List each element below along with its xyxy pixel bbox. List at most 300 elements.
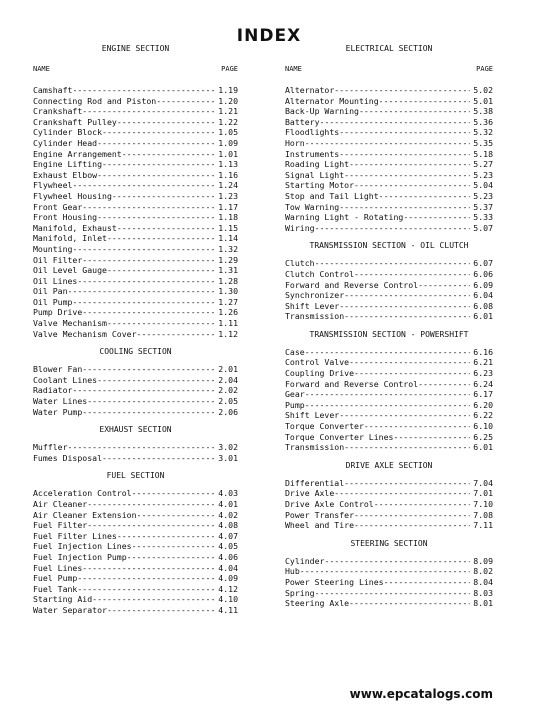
entry-page: 1.20	[218, 95, 238, 106]
section-heading: EXHAUST SECTION	[99, 425, 172, 435]
leader-dashes	[82, 255, 215, 266]
leader-dashes	[102, 159, 215, 170]
entry-name: Oil Lines	[33, 275, 78, 286]
entry-name: Oil Filter	[33, 254, 83, 265]
entry-page: 4.01	[218, 499, 238, 509]
index-entry	[285, 202, 493, 213]
powershift-list	[285, 347, 493, 453]
leader-dashes	[82, 407, 215, 418]
leader-dashes	[107, 233, 215, 244]
entry-page: 8.03	[473, 587, 493, 598]
leader-dashes	[324, 556, 470, 567]
index-entry	[33, 85, 238, 96]
index-entry	[33, 552, 238, 563]
leader-dashes	[349, 357, 470, 368]
index-entry	[33, 202, 238, 213]
index-entry	[285, 499, 493, 510]
entry-page: 5.07	[473, 222, 493, 233]
leader-dashes	[339, 127, 470, 138]
index-entry	[33, 191, 238, 202]
entry-page: 6.21	[473, 357, 493, 368]
index-entry	[33, 106, 238, 117]
entry-name: Synchronizer	[285, 290, 345, 301]
entry-name: Stop and Tail Light	[285, 190, 379, 201]
entry-page: 6.17	[473, 389, 493, 400]
leader-dashes	[82, 563, 215, 574]
leader-dashes	[393, 432, 470, 443]
entry-page: 5.38	[473, 106, 493, 117]
entry-name: Wiring	[285, 222, 315, 233]
entry-page: 6.01	[473, 442, 493, 453]
left-column	[33, 44, 238, 616]
entry-page: 6.01	[473, 311, 493, 322]
leader-dashes	[82, 106, 215, 117]
leader-dashes	[132, 488, 216, 499]
entry-page: 4.08	[218, 520, 238, 531]
index-entry	[285, 368, 493, 379]
index-entry	[33, 265, 238, 276]
entry-name: Valve Mechanism	[33, 318, 107, 329]
entry-page: 4.02	[218, 509, 238, 520]
entry-page: 6.06	[473, 268, 493, 279]
entry-name: Signal Light	[285, 169, 345, 180]
index-entry	[285, 510, 493, 521]
index-entry	[33, 180, 238, 191]
index-entry	[33, 510, 238, 521]
leader-dashes	[97, 170, 215, 181]
entry-page: 6.23	[473, 368, 493, 379]
entry-name: Clutch	[285, 258, 315, 269]
index-entry	[285, 127, 493, 138]
entry-page: 1.21	[218, 106, 238, 117]
leader-dashes	[354, 510, 470, 521]
leader-dashes	[384, 577, 471, 588]
entry-page: 5.23	[473, 190, 493, 201]
leader-dashes	[354, 269, 470, 280]
index-entry	[33, 396, 238, 407]
name-column-label: NAME	[33, 65, 50, 73]
index-entry	[33, 605, 238, 616]
entry-name: Forward and Reverse Control	[285, 378, 419, 389]
entry-page: 7.08	[473, 509, 493, 520]
entry-page: 5.33	[473, 212, 493, 223]
entry-name: Starting Aid	[33, 594, 93, 605]
index-entry	[285, 432, 493, 443]
entry-name: Drive Axle Control	[285, 499, 374, 509]
entry-page: 1.23	[218, 190, 238, 201]
entry-name: Wheel and Tire	[285, 520, 355, 531]
entry-page: 5.23	[473, 169, 493, 180]
index-entry	[33, 563, 238, 574]
leader-dashes	[107, 265, 215, 276]
leader-dashes	[305, 138, 471, 149]
section-heading: FUEL SECTION	[106, 471, 165, 481]
index-entry	[285, 212, 493, 223]
index-entry	[285, 400, 493, 411]
entry-name: Water Separator	[33, 604, 107, 615]
leader-dashes	[87, 520, 215, 531]
cooling-list	[33, 364, 238, 417]
entry-name: Air Cleaner Extension	[33, 509, 137, 520]
leader-dashes	[77, 584, 215, 595]
leader-dashes	[87, 499, 215, 510]
index-entry	[33, 364, 238, 375]
entry-page: 8.09	[473, 555, 493, 566]
entry-name: Cylinder	[285, 555, 325, 566]
entry-page: 1.16	[218, 169, 238, 180]
entry-name: Crankshaft Pulley	[33, 116, 117, 127]
entry-name: Blower Fan	[33, 364, 83, 375]
index-entry	[33, 385, 238, 396]
entry-page: 1.05	[218, 127, 238, 138]
entry-page: 4.09	[218, 573, 238, 584]
leader-dashes	[374, 499, 471, 510]
leader-dashes	[77, 573, 215, 584]
index-entry	[33, 244, 238, 255]
leader-dashes	[305, 400, 471, 411]
entry-page: 5.18	[473, 148, 493, 159]
leader-dashes	[77, 276, 215, 287]
index-entry	[285, 556, 493, 567]
leader-dashes	[72, 180, 215, 191]
entry-name: Pump Drive	[33, 307, 83, 318]
page-column-label: PAGE	[221, 65, 238, 73]
entry-name: Clutch Control	[285, 268, 355, 279]
entry-page: 5.32	[473, 127, 493, 138]
entry-page: 5.37	[473, 201, 493, 212]
entry-name: Manifold, Inlet	[33, 233, 107, 244]
leader-dashes	[112, 191, 215, 202]
entry-name: Fuel Pump	[33, 573, 78, 584]
entry-name: Gear	[285, 389, 305, 400]
leader-dashes	[102, 453, 215, 464]
entry-page: 6.22	[473, 410, 493, 421]
entry-page: 4.11	[218, 604, 238, 615]
leader-dashes	[72, 297, 215, 308]
index-entry	[33, 212, 238, 223]
leader-dashes	[349, 159, 470, 170]
entry-page: 8.04	[473, 576, 493, 587]
entry-page: 1.29	[218, 254, 238, 265]
entry-name: Fuel Lines	[33, 562, 83, 573]
leader-dashes	[72, 85, 215, 96]
leader-dashes	[344, 170, 470, 181]
entry-page: 4.07	[218, 530, 238, 541]
leader-dashes	[92, 594, 215, 605]
leader-dashes	[339, 149, 470, 160]
entry-page: 2.02	[218, 385, 238, 396]
section-heading: ENGINE SECTION	[101, 44, 170, 53]
leader-dashes	[87, 396, 215, 407]
page-column-label: PAGE	[476, 65, 493, 73]
entry-name: Shift Lever	[285, 410, 340, 421]
entry-name: Flywheel	[33, 180, 73, 191]
entry-page: 1.31	[218, 265, 238, 276]
leader-dashes	[339, 410, 470, 421]
entry-page: 1.18	[218, 212, 238, 223]
leader-dashes	[305, 389, 471, 400]
entry-name: Flywheel Housing	[33, 190, 112, 201]
index-entry	[33, 318, 238, 329]
entry-name: Oil Pan	[33, 286, 68, 297]
entry-page: 1.32	[218, 243, 238, 254]
index-entry	[33, 276, 238, 287]
entry-page: 1.17	[218, 201, 238, 212]
entry-page: 7.04	[473, 477, 493, 488]
leader-dashes	[349, 598, 470, 609]
entry-page: 4.12	[218, 583, 238, 594]
entry-page: 1.15	[218, 222, 238, 233]
entry-name: Case	[285, 346, 305, 357]
entry-name: Transmission	[285, 311, 345, 322]
leader-dashes	[107, 605, 215, 616]
entry-name: Engine Lifting	[33, 159, 103, 170]
entry-page: 6.16	[473, 346, 493, 357]
entry-page: 5.35	[473, 137, 493, 148]
entry-name: Torque Converter	[285, 421, 364, 432]
entry-page: 5.27	[473, 159, 493, 170]
index-entry	[33, 297, 238, 308]
entry-name: Water Lines	[33, 396, 88, 407]
index-entry	[285, 170, 493, 181]
leader-dashes	[132, 541, 216, 552]
index-entry	[33, 117, 238, 128]
leader-dashes	[72, 385, 215, 396]
leader-dashes	[315, 223, 471, 234]
leader-dashes	[334, 85, 470, 96]
leader-dashes	[315, 258, 471, 269]
leader-dashes	[354, 520, 470, 531]
index-entry	[285, 410, 493, 421]
leader-dashes	[102, 127, 215, 138]
index-entry	[285, 117, 493, 128]
index-entry	[285, 159, 493, 170]
entry-name: Manifold, Exhaust	[33, 222, 117, 233]
entry-name: Fumes Disposal	[33, 452, 103, 463]
leader-dashes	[339, 202, 470, 213]
entry-page: 1.09	[218, 137, 238, 148]
leader-dashes	[344, 478, 470, 489]
index-entry	[285, 488, 493, 499]
entry-name: Power Transfer	[285, 509, 355, 520]
index-entry	[33, 520, 238, 531]
entry-name: Battery	[285, 116, 320, 127]
index-entry	[285, 180, 493, 191]
leader-dashes	[315, 588, 471, 599]
entry-name: Power Steering Lines	[285, 576, 384, 587]
leader-dashes	[418, 379, 470, 390]
entry-name: Differential	[285, 477, 345, 488]
entry-page: 6.09	[473, 279, 493, 290]
entry-page: 6.10	[473, 421, 493, 432]
entry-name: Cylinder Block	[33, 127, 103, 138]
entry-page: 1.14	[218, 233, 238, 244]
section-heading: STEERING SECTION	[350, 538, 428, 548]
entry-name: Shift Lever	[285, 300, 340, 311]
entry-name: Fuel Filter Lines	[33, 530, 117, 541]
leader-dashes	[137, 329, 216, 340]
entry-name: Oil Pump	[33, 296, 73, 307]
index-entry	[33, 375, 238, 386]
index-entry	[285, 311, 493, 322]
entry-page: 6.25	[473, 431, 493, 442]
entry-name: Coupling Drive	[285, 368, 355, 379]
leader-dashes	[68, 442, 216, 453]
leader-dashes	[107, 318, 215, 329]
drive-axle-list	[285, 478, 493, 531]
index-entry	[285, 598, 493, 609]
entry-name: Connecting Rod and Piston	[33, 95, 157, 106]
index-entry	[285, 520, 493, 531]
section-heading: TRANSMISSION SECTION - POWERSHIFT	[309, 329, 469, 339]
leader-dashes	[68, 286, 216, 297]
entry-name: Forward and Reverse Control	[285, 279, 419, 290]
fuel-list	[33, 488, 238, 615]
leader-dashes	[344, 442, 470, 453]
entry-page: 1.28	[218, 275, 238, 286]
entry-page: 7.10	[473, 499, 493, 509]
leader-dashes	[418, 280, 470, 291]
entry-name: Instruments	[285, 148, 340, 159]
entry-name: Spring	[285, 587, 315, 598]
leader-dashes	[117, 223, 215, 234]
entry-name: Exhaust Elbow	[33, 169, 98, 180]
section-heading: COOLING SECTION	[99, 347, 172, 357]
entry-page: 5.01	[473, 95, 493, 106]
leader-dashes	[300, 566, 470, 577]
index-entry	[33, 499, 238, 510]
entry-name: Front Gear	[33, 201, 83, 212]
entry-name: Crankshaft	[33, 106, 83, 117]
entry-name: Torque Converter Lines	[285, 431, 394, 442]
index-entry	[285, 138, 493, 149]
index-entry	[285, 85, 493, 96]
index-entry	[285, 389, 493, 400]
index-entry	[33, 594, 238, 605]
leader-dashes	[156, 96, 215, 107]
page-title: INDEX	[236, 26, 302, 46]
entry-page: 4.03	[218, 488, 238, 499]
entry-page: 1.30	[218, 286, 238, 297]
leader-dashes	[354, 180, 470, 191]
entry-page: 4.05	[218, 541, 238, 552]
index-entry	[33, 488, 238, 499]
entry-name: Engine Arrangement	[33, 148, 122, 159]
entry-page: 3.01	[218, 452, 238, 463]
entry-name: Radiator	[33, 385, 73, 396]
index-entry	[33, 307, 238, 318]
entry-name: Alternator Mounting	[285, 95, 379, 106]
right-column	[285, 44, 493, 609]
leader-dashes	[339, 301, 470, 312]
entry-name: Hub	[285, 566, 300, 577]
entry-page: 5.04	[473, 180, 493, 191]
entry-page: 1.22	[218, 116, 238, 127]
entry-name: Valve Mechanism Cover	[33, 328, 137, 339]
entry-name: Pump	[285, 399, 305, 410]
entry-page: 8.02	[473, 566, 493, 577]
electrical-list	[285, 85, 493, 233]
entry-name: Fuel Injection Pump	[33, 551, 127, 562]
leader-dashes	[379, 96, 471, 107]
index-entry	[285, 442, 493, 453]
index-entry	[285, 223, 493, 234]
leader-dashes	[344, 290, 470, 301]
index-entry	[285, 379, 493, 390]
leader-dashes	[82, 307, 215, 318]
leader-dashes	[82, 202, 215, 213]
entry-page: 5.02	[473, 85, 493, 95]
entry-name: Floodlights	[285, 127, 340, 138]
entry-name: Muffler	[33, 442, 68, 453]
leader-dashes	[122, 149, 216, 160]
leader-dashes	[379, 191, 471, 202]
entry-page: 6.08	[473, 300, 493, 311]
index-entry	[285, 280, 493, 291]
entry-page: 1.27	[218, 296, 238, 307]
index-entry	[285, 106, 493, 117]
leader-dashes	[305, 347, 471, 358]
index-entry	[33, 96, 238, 107]
entry-name: Acceleration Control	[33, 488, 132, 499]
index-entry	[33, 407, 238, 418]
entry-name: Steering Axle	[285, 598, 350, 609]
entry-name: Mounting	[33, 243, 73, 254]
name-column-label: NAME	[285, 65, 302, 73]
entry-page: 2.01	[218, 364, 238, 375]
leader-dashes	[97, 138, 215, 149]
steering-list	[285, 556, 493, 609]
index-entry	[285, 347, 493, 358]
leader-dashes	[344, 311, 470, 322]
index-entry	[33, 149, 238, 160]
entry-name: Warning Light - Rotating	[285, 212, 404, 223]
index-entry	[285, 96, 493, 107]
index-entry	[285, 588, 493, 599]
entry-name: Coolant Lines	[33, 374, 98, 385]
entry-page: 4.04	[218, 562, 238, 573]
entry-name: Fuel Injection Lines	[33, 541, 132, 552]
index-entry	[285, 357, 493, 368]
entry-page: 4.06	[218, 551, 238, 562]
entry-name: Roading Light	[285, 159, 350, 170]
entry-page: 6.24	[473, 378, 493, 389]
index-entry	[33, 573, 238, 584]
entry-page: 1.19	[218, 85, 238, 95]
entry-page: 7.01	[473, 488, 493, 499]
leader-dashes	[97, 212, 215, 223]
entry-page: 5.36	[473, 116, 493, 127]
index-entry	[33, 453, 238, 464]
entry-page: 2.05	[218, 396, 238, 407]
index-entry	[33, 442, 238, 453]
leader-dashes	[117, 531, 215, 542]
entry-name: Oil Level Gauge	[33, 265, 107, 276]
entry-name: Fuel Filter	[33, 520, 88, 531]
index-entry	[285, 566, 493, 577]
leader-dashes	[82, 364, 215, 375]
column-header	[33, 65, 238, 73]
entry-name: Cylinder Head	[33, 137, 98, 148]
index-entry	[33, 223, 238, 234]
entry-page: 1.11	[218, 318, 238, 329]
entry-name: Drive Axle	[285, 488, 335, 499]
column-header	[285, 65, 493, 73]
index-entry	[285, 478, 493, 489]
entry-page: 1.01	[218, 148, 238, 159]
index-entry	[33, 541, 238, 552]
entry-page: 1.13	[218, 159, 238, 170]
